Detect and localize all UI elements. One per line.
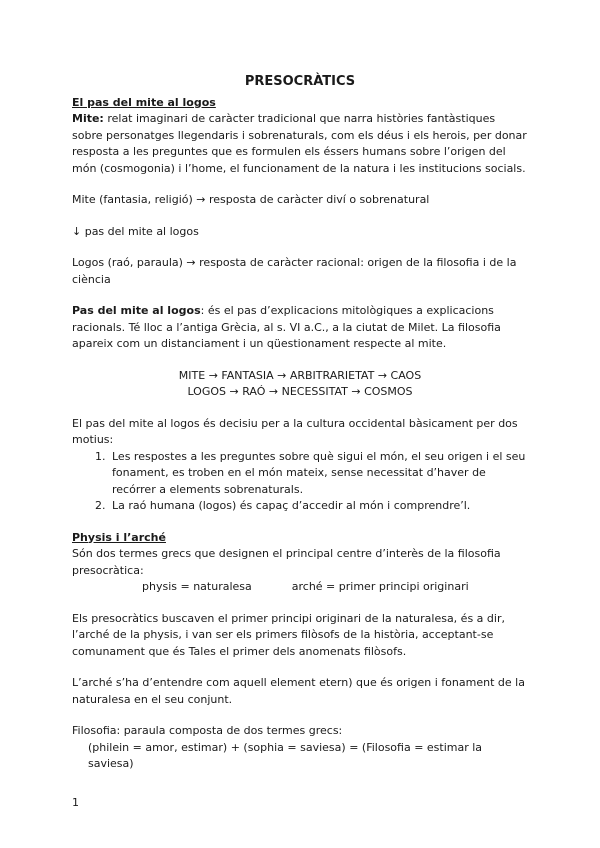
section-heading-physis-arche: Physis i l’arché (72, 530, 166, 544)
page-title: PRESOCRÀTICS (244, 74, 356, 89)
definitions-pair (72, 579, 528, 596)
decisiu-paragraph: El pas del mite al logos és decisiu per a la cultura occidental bàsicament per dos motius: (72, 416, 518, 446)
list-item: 1. Les respostes a les preguntes sobre què sigui el món, el seu origen i el seu fonament, es troben en el món mateix, sense necessitat d’haver de recórrer a elements sobrenaturals. (109, 449, 528, 499)
physis-definition: physis = naturalesa (142, 580, 252, 593)
logos-line: Logos (raó, paraula) → resposta de caràcter racional: origen de la filosofia i de la ciència (72, 256, 517, 286)
chain-mite: MITE → FANTASIA → ARBITRARIETAT → CAOS (178, 368, 422, 382)
filosofia-etymology: (philein = amor, estimar) + (sophia = saviesa) = (Filosofia = estimar la saviesa) (88, 740, 483, 770)
arche-paragraph: L’arché s’ha d’entendre com aquell element etern) que és origen i fonament de la naturalesa en el seu conjunt. (72, 676, 525, 706)
arche-definition: arché = primer principi originari (291, 580, 469, 593)
list-item: 2. La raó humana (logos) és capaç d’accedir al món i comprendre’l. (109, 498, 528, 515)
page-number: 1 (72, 796, 79, 809)
motius-list (72, 449, 528, 515)
mite-definition-text: relat imaginari de caràcter tradicional que narra històries fantàstiques sobre personatges llegendaris i sobrenaturals, com els déus i els herois, per donar resposta a les preguntes que es formulen els éssers humans sobre l’origen del món (cosmogonia) i l’home, el funcionament de la natura i les institucions socials. (72, 112, 527, 175)
pas-term: Pas del mite al logos (72, 304, 201, 317)
mite-definition (72, 111, 528, 177)
chain-logos: LOGOS → RAÓ → NECESSITAT → COSMOS (187, 385, 413, 398)
presocratics-paragraph: Els presocràtics buscaven el primer principi originari de la naturalesa, és a dir, l’arché de la physis, i van ser els primers filòsofs de la història, acceptant-se comunament que és Tales el primer dels anomenats filòsofs. (72, 611, 505, 658)
physis-intro: Són dos termes grecs que designen el principal centre d’interès de la filosofia presocràtica: (72, 547, 501, 577)
mite-term: Mite: (72, 112, 104, 125)
page-content (72, 74, 528, 773)
arrow-line: ↓ pas del mite al logos (72, 224, 199, 238)
pas-definition-text: : és el pas d’explicacions mitològiques a explicacions racionals. Té lloc a l’antiga Grècia, al s. VI a.C., a la ciutat de Milet. La filosofia apareix com un distanciament i un qüestionament respecte al mite. (72, 304, 501, 350)
filosofia-line: Filosofia: paraula composta de dos termes grecs: (72, 724, 343, 737)
mite-line: Mite (fantasia, religió) → resposta de caràcter diví o sobrenatural (72, 193, 430, 206)
section-heading-mite-logos: El pas del mite al logos (72, 95, 216, 109)
pas-definition (72, 303, 528, 353)
